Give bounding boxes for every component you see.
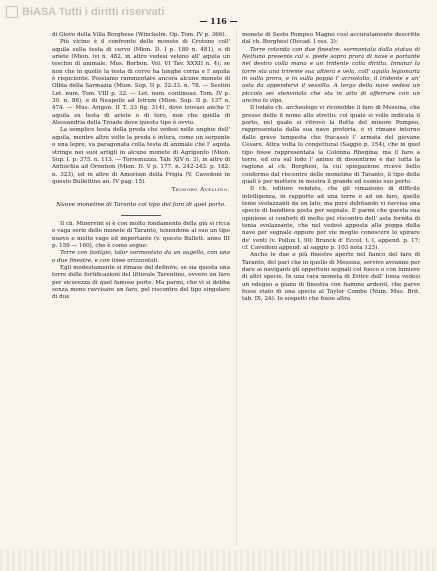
paragraph: La semplice testa della preda che vedesi nelle unghie dell' aquila, mentre altre volte la preda è intera, come un serpente o una lepre, va paragonata colla testa di animale che l' aquila stringe nei suoi artigli in alcune monete di Agrigento (Mion. Sup. I. p. 375. n. 113. — Torremuzza. Tab. XIV n. 3), in altre di Antiochia ad Orontem (Mion. D. V p. 177. n. 242-243. p. 182. n. 323), ed in altre di Amorium della Frigia (V. Cavedoni in questo Bullettino an. IV pag. 15). xyxy=(52,127,230,185)
paragraph: Più vicino è il confronto delle monete di Crotone coll' aquila sulla testa di cervo (Mion. D. I p. 189 n. 481), o di ariete (Mion. ivi n. 482. in altro vedesi veleno all' aquila un teschio di animale. Mus. Borbon. Vol. VI Tav. XXXII n. 4); se non che in quelle la testa di cervo ha lunghe corna e l' aquila è rispiciente. Possiamo rammentare ancora alcune monete di Olbia della Sarmazia (Mion. Sup. II p. 32-33. n. 78. — Sestini Let. num. Tom. VIII p. 32. — Let. num. continuaz. Tom. IV p. 30. n. 86), e di Neapolis ad Istrum (Mion. Sup. II p. 137 n. 474. — Mus. Arigon. II T. 33 fig. 314), dove trovasi anche l' aquila su testa di ariete o di toro, non che quella di Alessandria della Troade dove questo tipo è ovvio. xyxy=(52,39,230,127)
paragraph-italic xyxy=(242,47,420,106)
paragraph: Il lodato ch. archeologo vi riconobbe il faro di Messina, che presso delle il nome allo stretto; col quale si volle indicata il porto, nel quale si ritrovò la flotta del minore Pompeo, rappresentata dalla sua nave pretoria, e vi rimane intorno dalle grave tempesta che fracassò l' armata del giovane Cesare. Altra volta lo congetturai (Saggio p. 154), che in quel tipo fosse rappresentata la Colonna Rhegina; ma il faro a torre, ed ora sul lodo l' animo di dissentirne e dar tutta la ragione al ch. Borghesi, la cui spiegazione riceve bello confermo dal riscontro delle monetine di Taranto, il tipo delle quali è per mettere in mostra il grande ed esimio suo porto. xyxy=(242,105,420,185)
scan-footer-strip xyxy=(0,549,437,571)
paragraph: Il ch. Minervini si è con molto fondamento della già sì ricca e vaga serie delle monete di Taranto, tenendone al suo un tipo nuovo e molto vago ed importante (v. questo Bullett. anno III p. 159 — 160), che è come segue: xyxy=(52,220,230,249)
paragraph-italic xyxy=(52,250,230,265)
paragraph: Egli modestamente si rimase dal definire, se sia questa una torre delle fortificazioni del littorale Tarentino, ovvero un faro per sicurezza di quel famoso porto. Ma parmi, che vi si debba senza meno ravvisare un faro, pel riscontro del tipo singolare di due xyxy=(52,264,230,301)
paragraph: monete di Sesto Pompeo Magno così accuratamente descritte dal ch. Borghesi (Decad. I oss. 3): xyxy=(242,32,420,46)
quoted-description: Torre rotonda con due finestre, sormontata dalla statua di Nettuno presente col s. piede sopra prora di nave e portante nel destro colla mano e un tridente colla diritta. Innanzi la torre sta una trireme sua altiera e vela, coll' aquila legionaria in sulla prora, e in sulla poppa l' acrostolio, il tridente e un' asta da appendervi il vessillo. A tergo della nave vedesi un piccolo sei stenvinolo che sta in atto di afferrare con un uncino la vipa. xyxy=(242,46,420,105)
article-heading: Nuove monetine di Taranto col tipo del faro di quel porto. xyxy=(56,201,226,208)
page-number: — 116 — xyxy=(199,16,238,26)
paragraph: Anche le due o più finestre aperte nel fianco del faro di Taranto, del pari che in quello di Messina, servivo avranno per dare ai naviganti gli opportuni segnali col fuoco e con lumiere di altri specie. In una rara moneta di Eritre dell' Ionia vedesi un edeguo a piano di finestra con fiamme ardenti, che parve fosse stato di una specie al Taylor Combe (Num. Mus. Brit. tab. IX, 24). Io sospetti che fosse altra xyxy=(242,252,420,303)
paragraph: di Giove della Villa Borghese (Winckelm. Op. Tom. IV p. 366). xyxy=(52,32,227,38)
signature: Teodoro Avellino. xyxy=(171,187,230,194)
right-column xyxy=(242,32,420,304)
heading-rule xyxy=(121,215,161,216)
quoted-description: Torre con fastigio, talor sormontato da un augello, con una o due finestre, e con linee orizzontali. xyxy=(52,250,230,264)
paragraph: Il ch. editore renduto, che gli rimaziono di difficile intelligenza, in rapporto ad una torre o ad un faro, quelle tenie svolazzanti da un lato; ma pure dubitando vi ravvisa una specie di bandiera posta per segnale. E parmi che questa sua opinione si conforti di molto pel riscontro dell' asta fornita di tenia svolazzante, che nel vedesi apposta alla poppa della nave per segnale oppure per vie meglio conoscere lo spirare de' venti (v. Pollux I, 90; Brunck d' Eccol. t. I, append. p. 17; cf. Cavedoni append. al saggio p. 103 nota 123). xyxy=(242,186,420,251)
column-divider xyxy=(236,30,237,545)
left-column xyxy=(52,32,230,302)
watermark-text: BiASA Tutti i diritti riservati xyxy=(22,6,165,18)
